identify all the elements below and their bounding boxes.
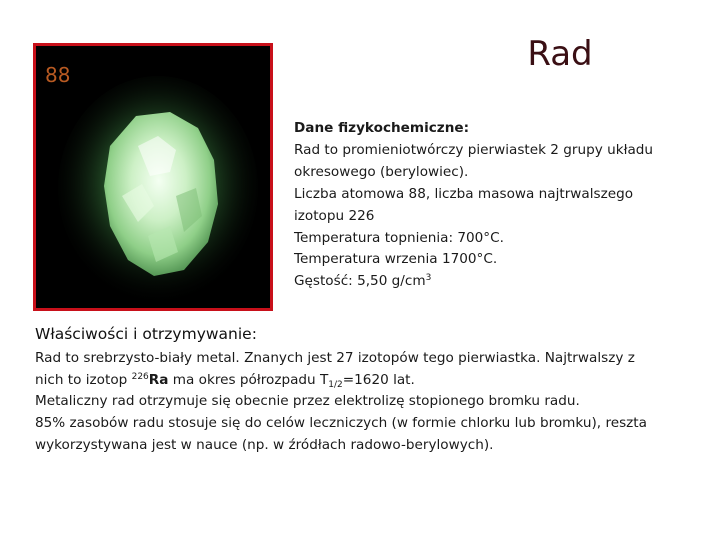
density-exponent: 3	[425, 273, 432, 284]
physicochemical-data	[294, 118, 704, 293]
property-line: Temperatura wrzenia 1700°C.	[294, 251, 498, 268]
property-line: Liczba atomowa 88, liczba masowa najtrwalszego	[294, 185, 634, 202]
section-title: Właściwości i otrzymywanie:	[35, 325, 257, 343]
half-life-prefix: ma okres półrozpadu T	[168, 371, 329, 388]
properties-heading: Dane fizykochemiczne:	[294, 120, 470, 136]
element-symbol: Ra	[148, 371, 169, 388]
body-line-isotope	[35, 370, 700, 392]
property-line: okresowego (berylowiec).	[294, 163, 469, 180]
page-title: Rad	[527, 34, 593, 74]
half-life-subscript: 1/2	[328, 379, 343, 390]
property-line: Temperatura topnienia: 700°C.	[294, 229, 504, 246]
property-line: izotopu 226	[294, 207, 375, 224]
radium-crystal-icon	[58, 76, 258, 306]
density-line	[294, 271, 704, 293]
mass-number: 226	[131, 371, 149, 382]
density-text: Gęstość: 5,50 g/cm	[294, 273, 426, 290]
atomic-number: 88	[45, 63, 71, 87]
half-life-value: =1620 lat.	[342, 371, 415, 388]
body-line: Rad to srebrzysto-biały metal. Znanych jest 27 izotopów tego pierwiastka. Najtrwalszy z	[35, 350, 635, 366]
isotope-prefix: nich to izotop	[35, 371, 132, 388]
body-line: wykorzystywana jest w nauce (np. w źródłach radowo-berylowych).	[35, 436, 494, 453]
element-image	[33, 43, 273, 311]
body-line: Metaliczny rad otrzymuje się obecnie przez elektrolizę stopionego bromku radu.	[35, 393, 580, 410]
properties-body	[35, 348, 700, 457]
property-line: Rad to promieniotwórczy pierwiastek 2 grupy układu	[294, 141, 654, 158]
body-line: 85% zasobów radu stosuje się do celów leczniczych (w formie chlorku lub bromku), reszta	[35, 415, 647, 432]
